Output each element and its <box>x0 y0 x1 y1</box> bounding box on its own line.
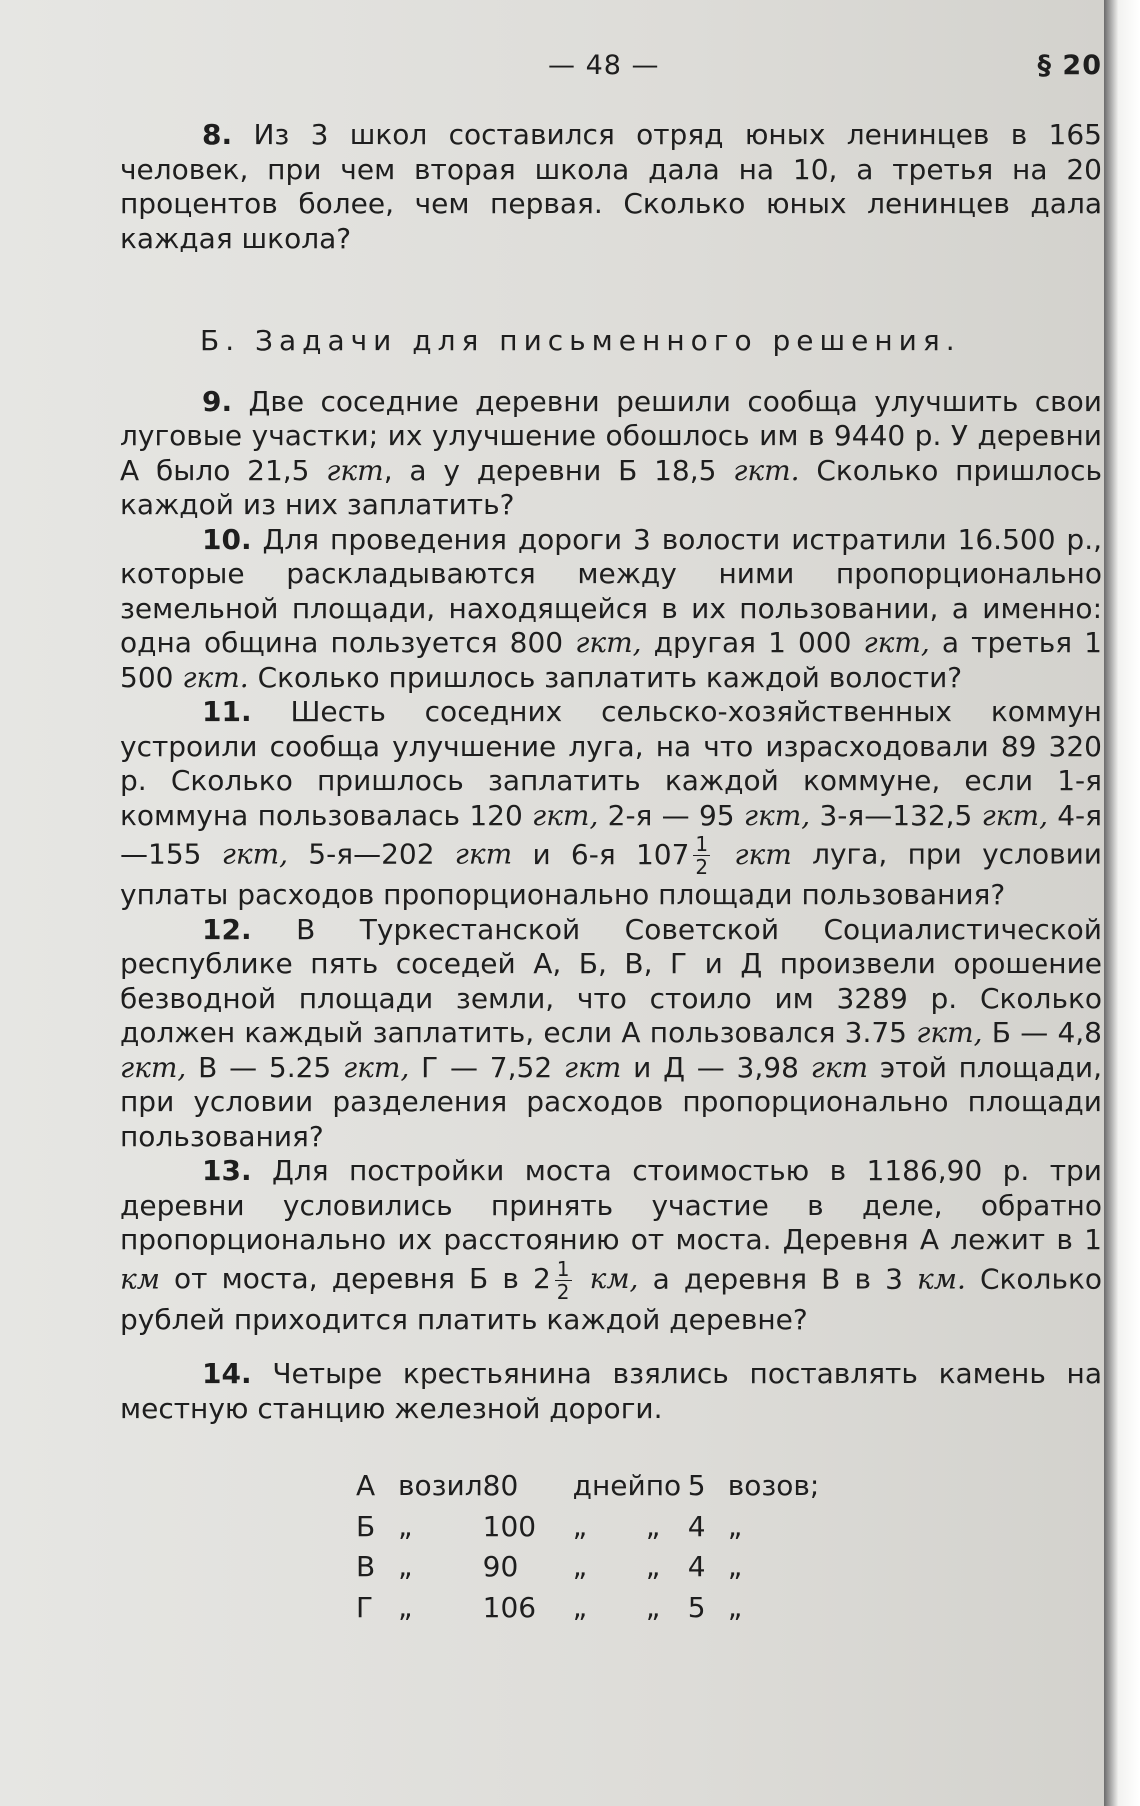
page-header <box>120 50 1102 90</box>
problem-11 <box>120 695 1102 913</box>
unit: гкт <box>714 837 792 871</box>
table-cell: „ <box>398 1590 413 1624</box>
fraction-numerator: 1 <box>556 1256 570 1281</box>
unit: гкт <box>563 1050 622 1084</box>
table-cell: „ <box>572 1550 588 1583</box>
problem-number: 12. <box>202 912 252 946</box>
page-content <box>120 118 1102 1628</box>
unit: гкт <box>454 837 513 871</box>
unit: гкт <box>326 453 384 487</box>
fraction <box>693 833 710 878</box>
table-cell: В <box>356 1550 376 1583</box>
problem-number: 11. <box>202 695 252 728</box>
problem-14 <box>120 1357 1102 1426</box>
problem-text: 3-я—132,5 <box>810 798 982 832</box>
problem-text: В — 5.25 <box>186 1050 344 1084</box>
unit: гкт, <box>863 626 930 659</box>
problem-number: 8. <box>202 118 233 151</box>
problem-number: 10. <box>202 522 252 556</box>
problem-text: и Д — 3,98 <box>621 1050 811 1084</box>
table-cell: А <box>356 1469 376 1502</box>
unit: гкт, <box>743 798 811 832</box>
problem-number: 9. <box>202 384 233 418</box>
table-cell: „ <box>398 1550 413 1583</box>
fraction-numerator: 1 <box>695 832 709 856</box>
table-cell: „ <box>645 1590 661 1624</box>
fraction-denominator: 2 <box>695 855 709 879</box>
problem-10 <box>120 523 1102 696</box>
problem-text: Для проведения дороги 3 волости истратили 16.500 р., которые раскладываются между ними пропорционально земельной площади, находящейся в их пользовании, а именно: одна община пользуется 800 <box>120 522 1102 659</box>
table-cell: возов; <box>727 1469 820 1502</box>
unit: гкт. <box>182 660 249 694</box>
table-cell: „ <box>727 1590 743 1624</box>
problem-text: другая 1 000 <box>641 626 864 659</box>
unit: гкт, <box>575 626 642 659</box>
spacer <box>120 1337 1102 1357</box>
problem-text: луга, при условии уплаты расходов пропорционально площади пользования? <box>120 837 1102 911</box>
problem-9 <box>120 385 1102 523</box>
problem-text: Шесть соседних сельско-хозяйственных коммун устроили сообща улучшение луга, на что израсходовали 89 320 р. Сколько пришлось заплатить каждой коммуне, если 1-я коммуна пользовалась 120 <box>120 695 1102 832</box>
unit: гкт, <box>221 837 289 871</box>
table-cell: 4 <box>687 1509 706 1543</box>
table-cell: 90 <box>482 1550 519 1583</box>
unit: гкт, <box>916 1016 983 1049</box>
problem-text: Четыре крестьянина взялись поставлять камень на местную станцию железной дороги. <box>120 1357 1103 1425</box>
table-cell: 100 <box>482 1509 537 1543</box>
table-cell: возил <box>398 1469 483 1502</box>
unit: гкт. <box>733 453 800 487</box>
problem-12 <box>120 913 1102 1155</box>
problem-text: 4-я—155 <box>120 798 1102 871</box>
problem-text: Сколько рублей приходится платить каждой деревне? <box>120 1262 1102 1336</box>
problem-text: Две соседние деревни решили сообща улучшить свои луговые участки; их улучшение обошлось им в 9440 р. У деревни А было 21,5 <box>120 384 1103 487</box>
table-row <box>356 1466 838 1507</box>
problem-text: а деревня В в 3 <box>638 1262 918 1295</box>
table-cell: „ <box>727 1550 743 1583</box>
table-cell: „ <box>645 1550 661 1583</box>
problem-text: Б — 4,8 <box>982 1016 1102 1049</box>
table-cell: „ <box>572 1509 588 1543</box>
problem-number: 14. <box>202 1357 252 1390</box>
table-cell: дней <box>572 1469 646 1502</box>
problem-text: 5-я—202 <box>288 837 455 871</box>
table-cell: „ <box>398 1509 413 1543</box>
table-cell: „ <box>572 1590 588 1624</box>
unit: км <box>120 1262 160 1295</box>
problem-8 <box>120 118 1102 256</box>
fraction <box>555 1258 572 1303</box>
stone-delivery-table <box>356 1466 838 1628</box>
problem-text: этой площади, при условии разделения расходов пропорционально площади пользования? <box>120 1050 1103 1153</box>
problem-text: В Туркестанской Советской Социалистической республике пять соседей А, Б, В, Г и Д произвели орошение безводной площади земли, что стоило им 3289 р. Сколько должен каждый заплатить, если А пользовался 3.75 <box>120 912 1102 1049</box>
unit: гкт, <box>120 1050 187 1084</box>
table-cell: 106 <box>482 1590 537 1624</box>
fraction-denominator: 2 <box>556 1279 570 1304</box>
table-cell: Б <box>356 1509 376 1543</box>
problem-text: Из 3 школ составился отряд юных ленинцев в 165 человек, при чем вторая школа дала на 10, а третья на 20 процентов более, чем первая. Сколько юных ленинцев дала каждая школа? <box>120 118 1102 255</box>
table-cell: 5 <box>687 1590 706 1624</box>
unit: км. <box>917 1262 966 1295</box>
unit: гкт, <box>343 1050 410 1084</box>
mixed-number <box>159 1256 639 1304</box>
unit: гкт, <box>532 798 599 832</box>
table-cell: 80 <box>482 1469 519 1502</box>
table-row <box>356 1507 838 1548</box>
problem-13 <box>120 1154 1102 1337</box>
page-edge-shadow <box>1104 0 1140 1806</box>
problem-text: , а у деревни Б 18,5 <box>383 453 734 487</box>
section-number: § 20 <box>1037 50 1102 81</box>
problem-text: Сколько пришлось заплатить каждой волости? <box>248 660 963 694</box>
problem-text: 2-я — 95 <box>598 798 744 832</box>
unit: км, <box>575 1262 639 1295</box>
problem-text: от моста, деревня Б в 2 <box>159 1262 551 1295</box>
problem-text: Г — 7,52 <box>409 1050 564 1084</box>
problem-text: Сколько пришлось каждой из них заплатить? <box>120 453 1102 521</box>
mixed-number <box>512 832 792 879</box>
problem-number: 13. <box>202 1154 252 1187</box>
problem-text: и 6-я 107 <box>512 837 690 871</box>
unit: гкт, <box>981 798 1048 832</box>
table-cell: Г <box>356 1590 374 1624</box>
problem-text: Для постройки моста стоимостью в 1186,90 р. три деревни условились принять участие в деле, обратно пропорционально их расстоянию от моста. Деревня А лежит в 1 <box>120 1154 1102 1256</box>
table-cell: 5 <box>687 1469 706 1502</box>
table-cell: 4 <box>687 1550 706 1583</box>
table-row <box>356 1588 838 1629</box>
table-cell: по <box>645 1469 682 1502</box>
unit: гкт <box>810 1050 869 1084</box>
table-cell: „ <box>727 1509 743 1543</box>
table-cell: „ <box>645 1509 661 1543</box>
section-heading: Б. Задачи для письменного решения. <box>200 324 961 357</box>
table-row <box>356 1547 838 1588</box>
problem-text: а третья 1 500 <box>120 626 1102 694</box>
page-number: — 48 — <box>548 50 660 81</box>
